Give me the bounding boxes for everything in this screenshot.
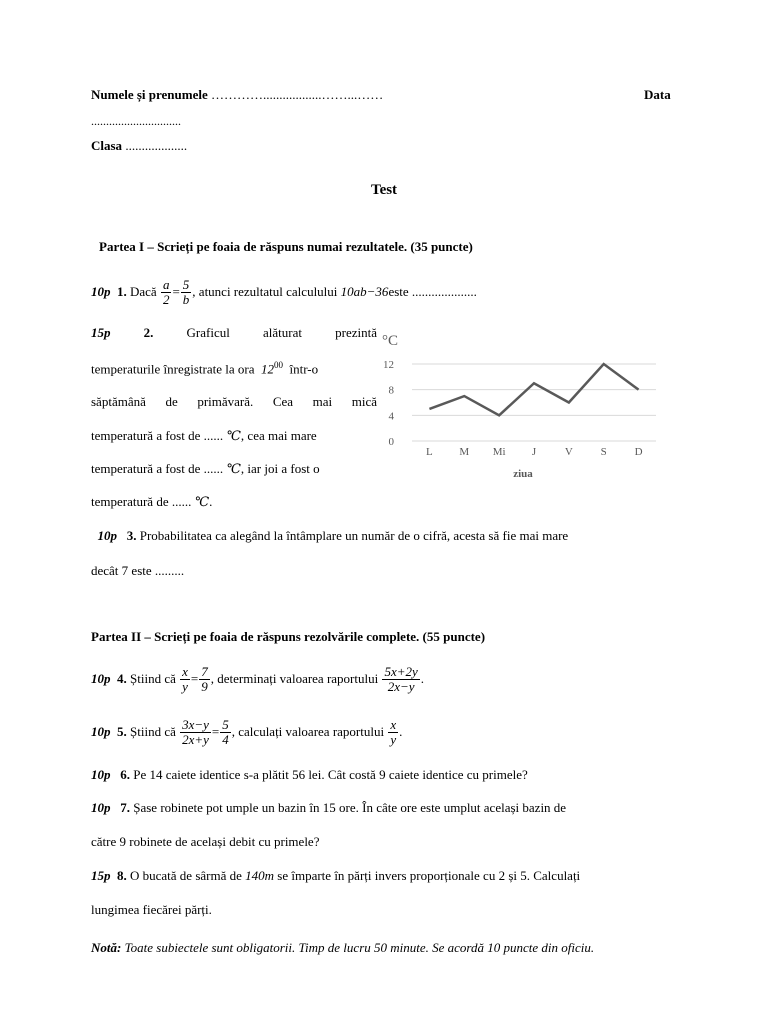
- q2-line-6: temperatură de ...... ℃.: [91, 494, 213, 509]
- q5-fraction-expr: $\frac{3x-y}{2x+y}$: [182, 716, 209, 747]
- class-field: [91, 138, 187, 154]
- q2-line-5: temperatură a fost de ...... ℃, iar joi a fost o: [91, 461, 320, 476]
- chart-y-tick-label: 8: [388, 384, 394, 397]
- q3-text-line-1: Probabilitatea ca alegând la întâmplare un număr de o cifră, acesta să fie mai mare: [139, 528, 569, 543]
- name-label: Numele și prenumele: [91, 87, 208, 102]
- chart-x-tick-label: J: [531, 446, 537, 458]
- q5-fraction-54: $\frac{5}{4}$: [222, 716, 229, 747]
- name-field: [91, 87, 383, 103]
- chart-x-label: ziua: [513, 468, 533, 480]
- q3-line-2: decât 7 este .........: [91, 563, 185, 578]
- q6-points: 10p: [91, 767, 111, 782]
- footer-note: [91, 940, 594, 956]
- chart-y-ticks: [383, 359, 395, 448]
- q6-number: 6.: [120, 767, 130, 782]
- q1-answer-dots: ....................: [411, 284, 477, 299]
- note-label: Notă:: [91, 940, 122, 955]
- q1-fraction-b: $\frac{5}{b}$: [182, 276, 190, 307]
- chart-y-tick-label: 0: [388, 436, 394, 448]
- q8-line-2: lungimea fiecărei părți.: [91, 902, 212, 917]
- q4-number: 4.: [117, 671, 127, 686]
- name-dots: …………..................……...……: [211, 87, 384, 102]
- page-title: Test: [370, 182, 398, 198]
- chart-x-tick-label: L: [426, 446, 433, 458]
- note-text: Toate subiectele sunt obligatorii. Timp de lucru 50 minute. Se acordă 10 puncte din oficiu.: [124, 940, 595, 955]
- q5-points: 10p: [91, 724, 111, 739]
- q2-number: 2.: [143, 325, 154, 340]
- q2-points: 15p: [91, 325, 111, 340]
- class-label: Clasa: [91, 138, 123, 153]
- q1-text-pre: Dacă: [130, 284, 157, 299]
- q3-number: 3.: [126, 528, 137, 543]
- question-7: 10p 7. Șase robinete pot umple un bazin în 15 ore. În câte ore este umplut același bazin de: [91, 800, 567, 815]
- chart-x-tick-label: S: [600, 446, 607, 458]
- question-4: 10p 4. Știind că $\frac{x}{y}$ = $\frac{7}{9}$ , determinați valoarea raportului $\frac{5x+2y}{2x-y}$ .: [91, 663, 425, 694]
- date-label: Data: [644, 87, 671, 102]
- q8-number: 8.: [117, 868, 127, 883]
- q2-line-3: săptămână de primăvară. Cea mai mică: [91, 394, 377, 409]
- q7-number: 7.: [120, 800, 130, 815]
- q4-points: 10p: [91, 671, 111, 686]
- chart-x-tick-label: D: [634, 446, 643, 458]
- chart-x-tick-label: M: [459, 446, 470, 458]
- q1-text-mid: , atunci rezultatul calculului: [192, 284, 338, 299]
- q3-points: 10p: [97, 528, 117, 543]
- q1-fraction-a: $\frac{a}{2}$: [162, 276, 170, 307]
- q1-expression: 10ab−36: [340, 284, 389, 299]
- part1-heading: Partea I – Scrieți pe foaia de răspuns numai rezultatele. (35 puncte): [99, 239, 473, 254]
- q8-length: 140m: [245, 868, 275, 883]
- q2-line-4: temperatură a fost de ...... ℃, cea mai mare: [91, 428, 317, 443]
- question-6: 10p 6. Pe 14 caiete identice s-a plătit 56 lei. Cât costă 9 caiete identice cu primele?: [91, 767, 528, 782]
- q8-points: 15p: [91, 868, 111, 883]
- q4-fraction-ratio: $\frac{5x+2y}{2x-y}$: [384, 663, 418, 694]
- q3-answer-dots: .........: [154, 563, 185, 578]
- question-1: 10p 1. Dacă $\frac{a}{2}$ = $\frac{5}{b}$ , atunci rezultatul calculului 10ab−36 este ....................: [91, 276, 477, 307]
- class-dots: ...................: [125, 138, 188, 153]
- chart-y-label: °C: [382, 333, 399, 349]
- q2-line-2: temperaturile înregistrate la ora $12^{00}$ într-o: [91, 360, 319, 377]
- part2-heading: Partea II – Scrieți pe foaia de răspuns rezolvările complete. (55 puncte): [91, 629, 486, 644]
- q4-fraction-xy: $\frac{x}{y}$: [182, 663, 188, 694]
- chart-y-tick-label: 4: [388, 410, 394, 423]
- q1-points: 10p: [91, 284, 111, 299]
- q7-points: 10p: [91, 800, 111, 815]
- q4-fraction-79: $\frac{7}{9}$: [201, 663, 208, 694]
- q2-line-1: 15p 2. Graficul alăturat prezintă: [91, 325, 377, 340]
- q1-number: 1.: [117, 284, 127, 299]
- chart-x-tick-label: V: [564, 446, 573, 458]
- q2-hour: 12: [261, 361, 275, 377]
- temperature-chart: [380, 328, 670, 488]
- q7-line-2: către 9 robinete de același debit cu primele?: [91, 834, 320, 849]
- chart-y-tick-label: 12: [383, 359, 394, 371]
- q5-fraction-xy: $\frac{x}{y}$: [390, 716, 397, 747]
- question-8: 15p 8. O bucată de sârmă de 140m se împarte în părți invers proporționale cu 2 și 5. Calculați: [91, 868, 581, 883]
- question-5: 10p 5. Știind că $\frac{3x-y}{2x+y}$ = $\frac{5}{4}$ , calculați valoarea raportului $\frac{x}{y}$ .: [91, 716, 403, 747]
- date-dots: ..............................: [91, 114, 181, 128]
- q5-number: 5.: [117, 724, 127, 739]
- chart-x-ticks: [426, 446, 643, 458]
- question-3: [91, 528, 568, 544]
- chart-x-tick-label: Mi: [492, 446, 506, 458]
